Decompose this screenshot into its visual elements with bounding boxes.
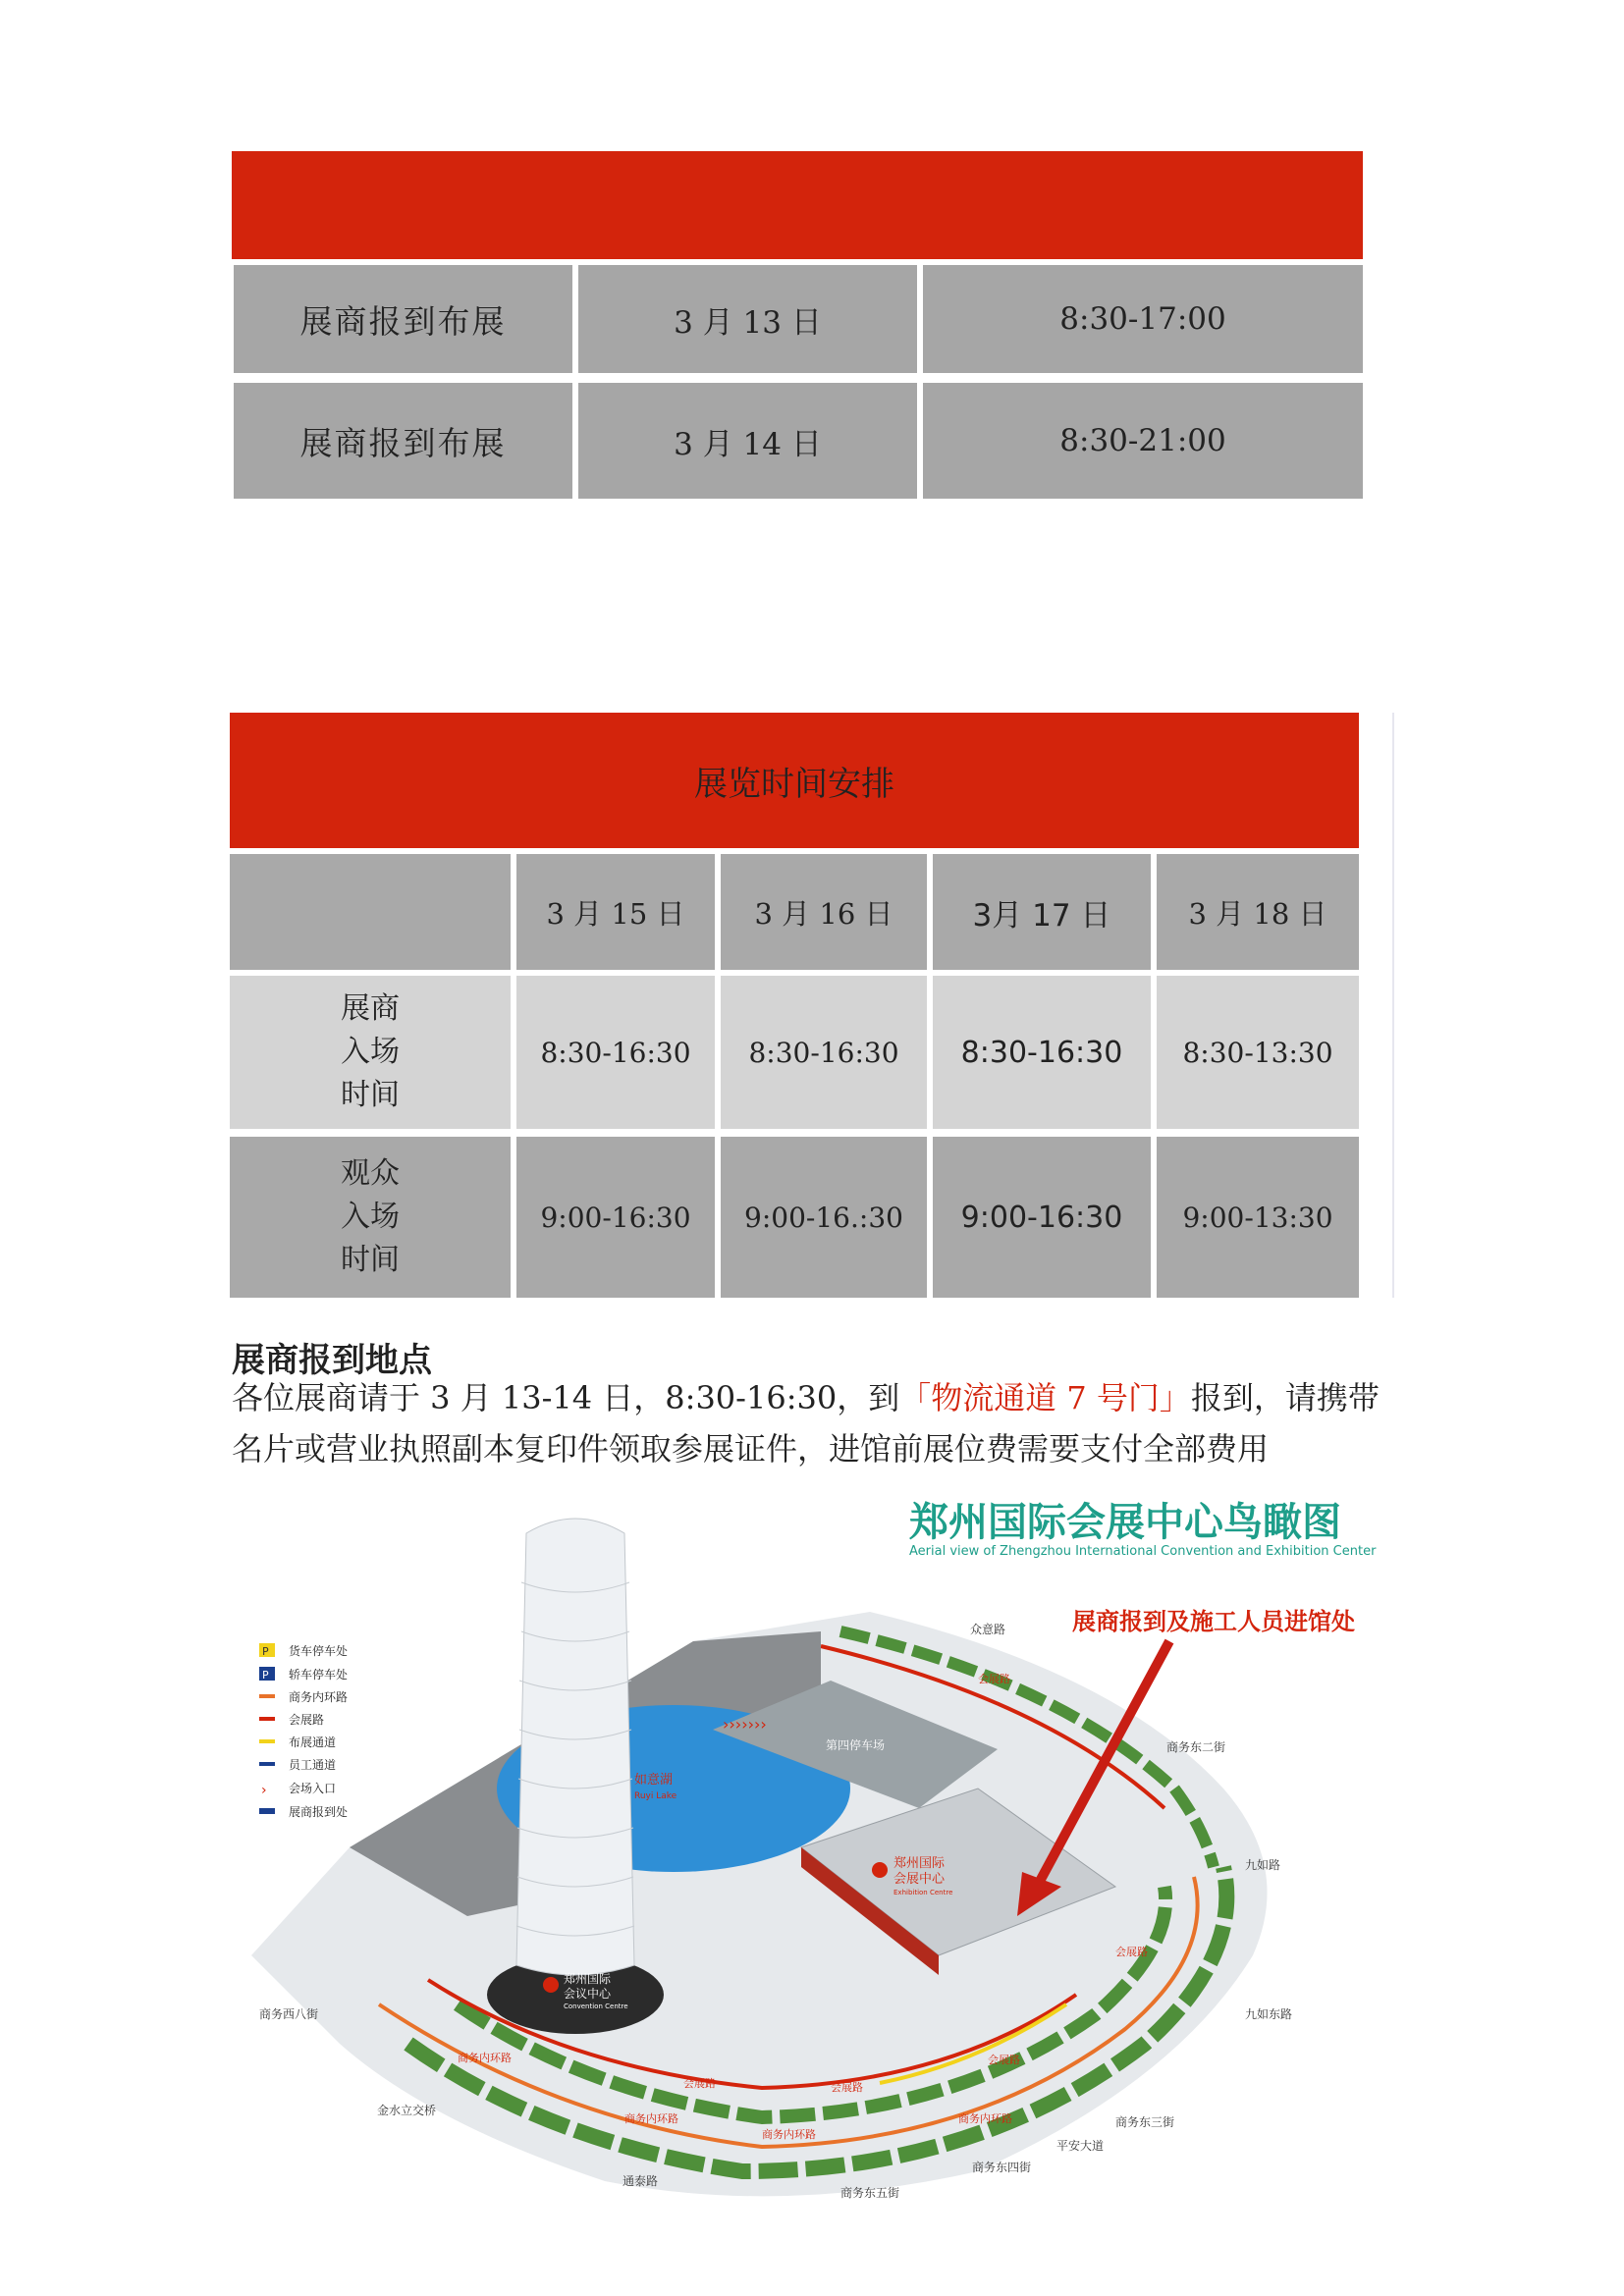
section-paragraph-line2: 名片或营业执照副本复印件领取参展证件，进馆前展位费需要支付全部费用 [232, 1430, 1270, 1468]
para-line1-post: 报到，请携带 [1190, 1379, 1380, 1416]
table2-exhibitor-time-1: 8:30-16:30 [516, 976, 715, 1129]
table2-header [230, 713, 1359, 848]
table2-header-title: 展览时间安排 [694, 764, 894, 804]
table2-right-edge [1359, 713, 1394, 1298]
legend-chevron-icon: › [261, 1783, 267, 1798]
table2-corner [230, 854, 511, 970]
table2-exhibitor-label [230, 976, 511, 1129]
exhibitor-label-line2: 入场 [341, 1035, 400, 1069]
street-west8: 商务西八街 [259, 2007, 319, 2021]
street-tongtai: 通泰路 [623, 2174, 659, 2188]
exhibitor-label-line3: 时间 [341, 1078, 400, 1112]
map-lake-label: 如意湖 [634, 1773, 674, 1788]
street-jinshui: 金水立交桥 [377, 2104, 437, 2117]
table1-row2-label: 展商报到布展 [234, 383, 572, 499]
table1-row2-date: 3 月 14 日 [578, 383, 917, 499]
pin1-line1: 郑州国际 [893, 1856, 946, 1871]
road-expo-4: 会展路 [1115, 1946, 1148, 1958]
legend-car-parking: 轿车停车处 [289, 1668, 349, 1682]
map-tower [516, 1519, 634, 1975]
map-title-en: Aerial view of Zhengzhou International Convention and Exhibition Center [909, 1544, 1377, 1559]
pin2-line2: 会议中心 [564, 1987, 612, 2001]
aerial-map [232, 1494, 1449, 2220]
road-inner-4: 商务内环路 [958, 2112, 1012, 2125]
section-title: 展商报到地点 [232, 1341, 432, 1380]
table1-row2-time: 8:30-21:00 [923, 383, 1363, 499]
table2-visitor-time-3: 9:00-16:30 [933, 1137, 1151, 1298]
map-callout-text: 展商报到及施工人员进馆处 [1072, 1608, 1355, 1635]
legend-setup-channel: 布展通道 [289, 1735, 337, 1749]
table1-header [232, 151, 1363, 259]
legend-marker-car: P [262, 1669, 269, 1682]
street-east4: 商务东四街 [972, 2161, 1032, 2174]
map-entrance-chevrons: ››››››› [723, 1715, 767, 1734]
legend-venue-entrance: 会场入口 [289, 1782, 337, 1795]
pin1-en: Exhibition Centre [893, 1889, 953, 1896]
table2-exhibitor-time-3: 8:30-16:30 [933, 976, 1151, 1129]
road-expo-3: 会展路 [988, 2054, 1020, 2066]
legend-inner-ring: 商务内环路 [289, 1690, 349, 1704]
legend-expo-road: 会展路 [289, 1713, 325, 1727]
table1-row1-time: 8:30-17:00 [923, 265, 1363, 373]
section-paragraph-line1 [232, 1372, 1410, 1423]
table2-visitor-time-2: 9:00-16.:30 [721, 1137, 927, 1298]
map-legend [259, 1643, 348, 1819]
road-expo-5: 会展路 [978, 1673, 1010, 1685]
table2-date-2: 3 月 16 日 [721, 854, 927, 970]
para-line1-pre: 各位展商请于 3 月 13-14 日，8:30-16:30，到 [232, 1379, 900, 1416]
para-line1-highlight: 「物流通道 7 号门」 [899, 1379, 1191, 1416]
table1-row1-label: 展商报到布展 [234, 265, 572, 373]
legend-marker-truck: P [262, 1645, 269, 1658]
road-expo-2: 会展路 [831, 2081, 863, 2094]
pin2-line1: 郑州国际 [564, 1972, 612, 1986]
pin1-line2: 会展中心 [893, 1872, 946, 1887]
table2-date-4: 3 月 18 日 [1157, 854, 1359, 970]
street-zhongyi: 众意路 [970, 1623, 1006, 1636]
map-lake-label-en: Ruyi Lake [634, 1791, 677, 1801]
street-east2: 商务东二街 [1166, 1740, 1226, 1754]
legend-truck-parking: 货车停车处 [289, 1644, 349, 1658]
street-east5: 商务东五街 [840, 2186, 900, 2200]
exhibitor-label-line1: 展商 [341, 991, 400, 1026]
table2-exhibitor-time-2: 8:30-16:30 [721, 976, 927, 1129]
table2-visitor-time-1: 9:00-16:30 [516, 1137, 715, 1298]
legend-staff-channel: 员工通道 [289, 1758, 337, 1772]
pin2-en: Convention Centre [564, 2002, 628, 2010]
table2-visitor-label [230, 1137, 511, 1298]
street-jiuru: 九如路 [1245, 1858, 1281, 1872]
street-east3: 商务东三街 [1115, 2115, 1175, 2129]
table2-visitor-time-4: 9:00-13:30 [1157, 1137, 1359, 1298]
legend-registration: 展商报到处 [289, 1805, 349, 1819]
visitor-label-line2: 入场 [341, 1200, 400, 1234]
street-jiuru-east: 九如东路 [1245, 2007, 1293, 2021]
road-expo-1: 会展路 [683, 2077, 716, 2090]
table2-date-1: 3 月 15 日 [516, 854, 715, 970]
road-inner-2: 商务内环路 [624, 2112, 678, 2125]
road-inner-1: 商务内环路 [458, 2052, 512, 2064]
road-inner-3: 商务内环路 [762, 2128, 816, 2141]
visitor-label-line3: 时间 [341, 1243, 400, 1277]
street-pingan: 平安大道 [1056, 2139, 1105, 2153]
map-title-cn: 郑州国际会展中心鸟瞰图 [909, 1500, 1341, 1545]
table1-row1-date: 3 月 13 日 [578, 265, 917, 373]
table2-date-3: 3月 17 日 [933, 854, 1151, 970]
map-parking-lot-label: 第四停车场 [826, 1738, 886, 1752]
visitor-label-line1: 观众 [341, 1156, 400, 1191]
table2-exhibitor-time-4: 8:30-13:30 [1157, 976, 1359, 1129]
